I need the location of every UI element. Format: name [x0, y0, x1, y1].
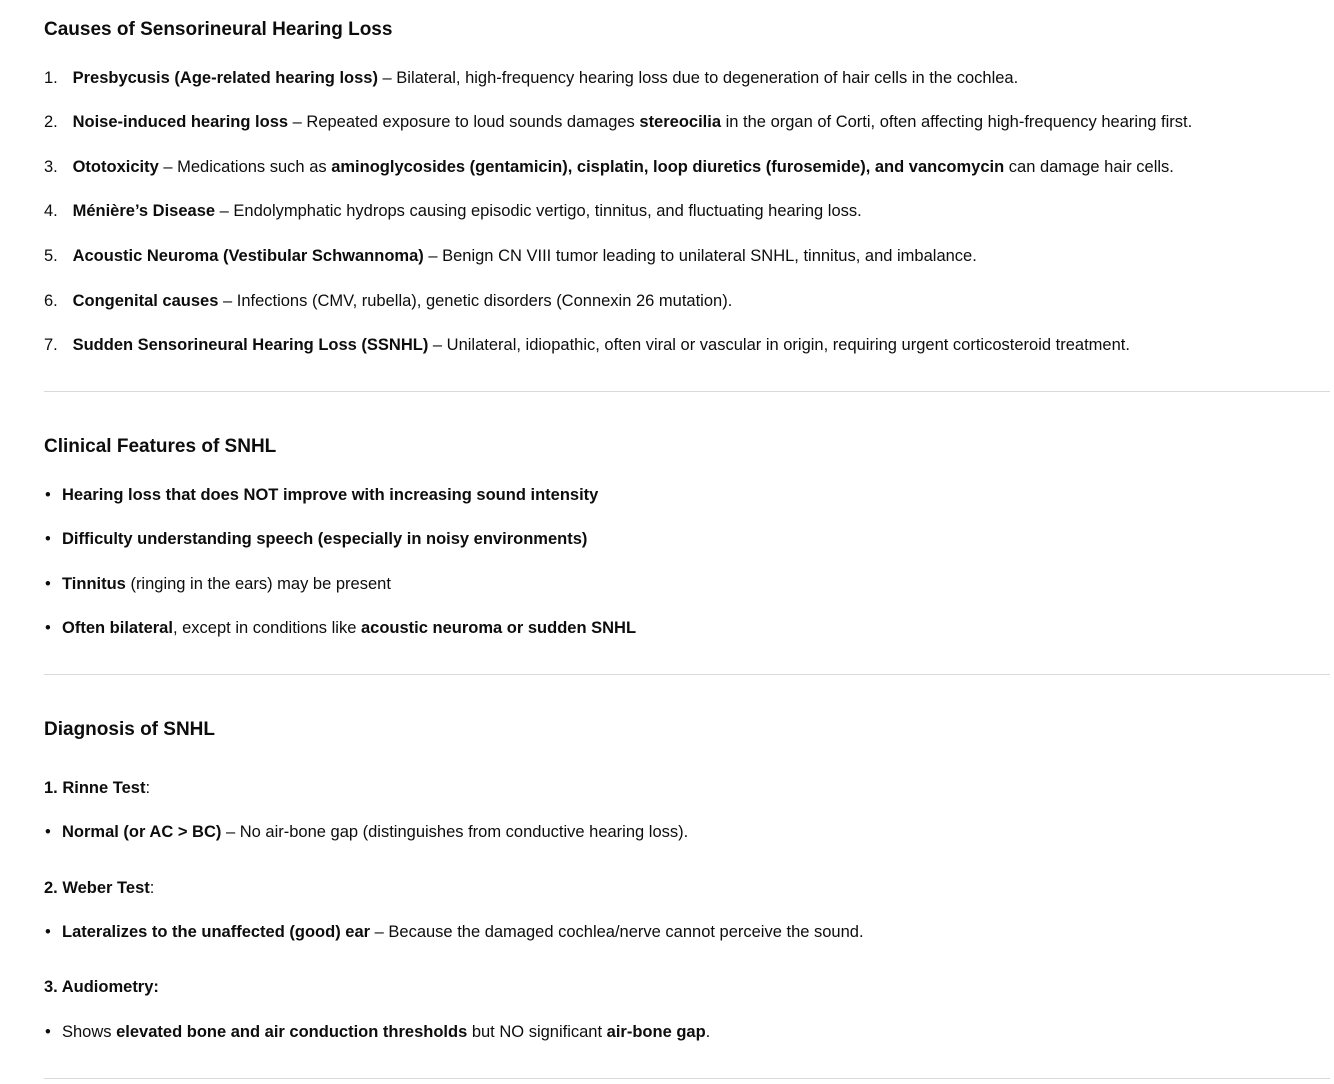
item-text: .	[705, 1023, 711, 1041]
bullet-item	[44, 617, 636, 639]
item-term: Congenital causes	[72, 292, 219, 310]
section-heading-diagnosis: Diagnosis of SNHL	[44, 719, 216, 740]
bullet-item	[44, 573, 391, 595]
item-text: – Repeated exposure to loud sounds damages	[288, 113, 640, 131]
item-text: – Unilateral, idiopathic, often viral or vascular in origin, requiring urgent corticosteroid treatment.	[428, 336, 1130, 354]
section-divider	[44, 391, 1330, 392]
test-title: 3. Audiometry:	[44, 978, 159, 996]
test-title: 2. Weber Test	[44, 879, 150, 897]
list-number: 6.	[44, 292, 58, 310]
item-emphasis: air-bone gap	[606, 1023, 706, 1041]
item-term: Difficulty understanding speech (especially in noisy environments)	[62, 530, 588, 548]
test-heading-weber	[44, 877, 154, 899]
item-term: Noise-induced hearing loss	[72, 113, 289, 131]
bullet-icon: •	[45, 486, 51, 504]
item-text: – Endolymphatic hydrops causing episodic vertigo, tinnitus, and fluctuating hearing loss.	[215, 202, 862, 220]
bullet-item	[44, 484, 598, 506]
bullet-item	[44, 821, 688, 843]
item-text: – Medications such as	[158, 158, 332, 176]
list-item	[44, 200, 862, 222]
item-emphasis: stereocilia	[639, 113, 722, 131]
list-item	[44, 290, 732, 312]
bullet-item	[44, 921, 864, 943]
item-text: , except in conditions like	[172, 619, 361, 637]
bullet-icon: •	[45, 619, 51, 637]
item-term: Ménière’s Disease	[72, 202, 216, 220]
section-heading-clinical: Clinical Features of SNHL	[44, 436, 277, 457]
item-text: – Bilateral, high-frequency hearing loss due to degeneration of hair cells in the cochlea.	[377, 69, 1019, 87]
item-term: Often bilateral	[62, 619, 173, 637]
item-term: Sudden Sensorineural Hearing Loss (SSNHL)	[72, 336, 429, 354]
bullet-icon: •	[45, 1023, 51, 1041]
item-text: in the organ of Corti, often affecting high-frequency hearing first.	[721, 113, 1193, 131]
test-heading-audiometry	[44, 976, 159, 998]
item-emphasis: elevated bone and air conduction thresholds	[116, 1023, 468, 1041]
bullet-icon: •	[45, 575, 51, 593]
list-number: 5.	[44, 247, 58, 265]
item-term: Presbycusis (Age-related hearing loss)	[72, 69, 378, 87]
item-text: – Benign CN VIII tumor leading to unilateral SNHL, tinnitus, and imbalance.	[423, 247, 977, 265]
bullet-icon: •	[45, 530, 51, 548]
list-item	[44, 334, 1130, 356]
test-title-colon: :	[145, 779, 151, 797]
item-term: Normal (or AC > BC)	[62, 823, 222, 841]
test-heading-rinne	[44, 777, 150, 799]
section-heading-causes: Causes of Sensorineural Hearing Loss	[44, 19, 393, 40]
item-text: Shows	[62, 1023, 117, 1041]
list-number: 4.	[44, 202, 58, 220]
bullet-item	[44, 1021, 710, 1043]
bullet-icon: •	[45, 823, 51, 841]
item-text: but NO significant	[467, 1023, 607, 1041]
item-emphasis: aminoglycosides (gentamicin), cisplatin, loop diuretics (furosemide), and vancomycin	[331, 158, 1005, 176]
list-item	[44, 67, 1018, 89]
list-item	[44, 111, 1192, 133]
item-term: Lateralizes to the unaffected (good) ear	[62, 923, 371, 941]
bullet-item	[44, 528, 587, 550]
section-divider	[44, 674, 1330, 675]
test-title: 1. Rinne Test	[44, 779, 146, 797]
list-number: 7.	[44, 336, 58, 354]
item-term: Hearing loss that does NOT improve with increasing sound intensity	[62, 486, 599, 504]
section-divider	[44, 1078, 1330, 1079]
item-emphasis: acoustic neuroma or sudden SNHL	[360, 619, 637, 637]
bullet-icon: •	[45, 923, 51, 941]
list-item	[44, 245, 977, 267]
item-text: – Because the damaged cochlea/nerve cannot perceive the sound.	[370, 923, 864, 941]
item-text: – No air-bone gap (distinguishes from conductive hearing loss).	[221, 823, 689, 841]
list-number: 3.	[44, 158, 58, 176]
item-term: Acoustic Neuroma (Vestibular Schwannoma)	[72, 247, 424, 265]
item-term: Tinnitus	[62, 575, 126, 593]
item-text: (ringing in the ears) may be present	[125, 575, 391, 593]
list-item	[44, 156, 1174, 178]
list-number: 1.	[44, 69, 58, 87]
item-text: can damage hair cells.	[1004, 158, 1174, 176]
item-text: – Infections (CMV, rubella), genetic disorders (Connexin 26 mutation).	[218, 292, 733, 310]
item-term: Ototoxicity	[72, 158, 159, 176]
list-number: 2.	[44, 113, 58, 131]
test-title-colon: :	[149, 879, 155, 897]
